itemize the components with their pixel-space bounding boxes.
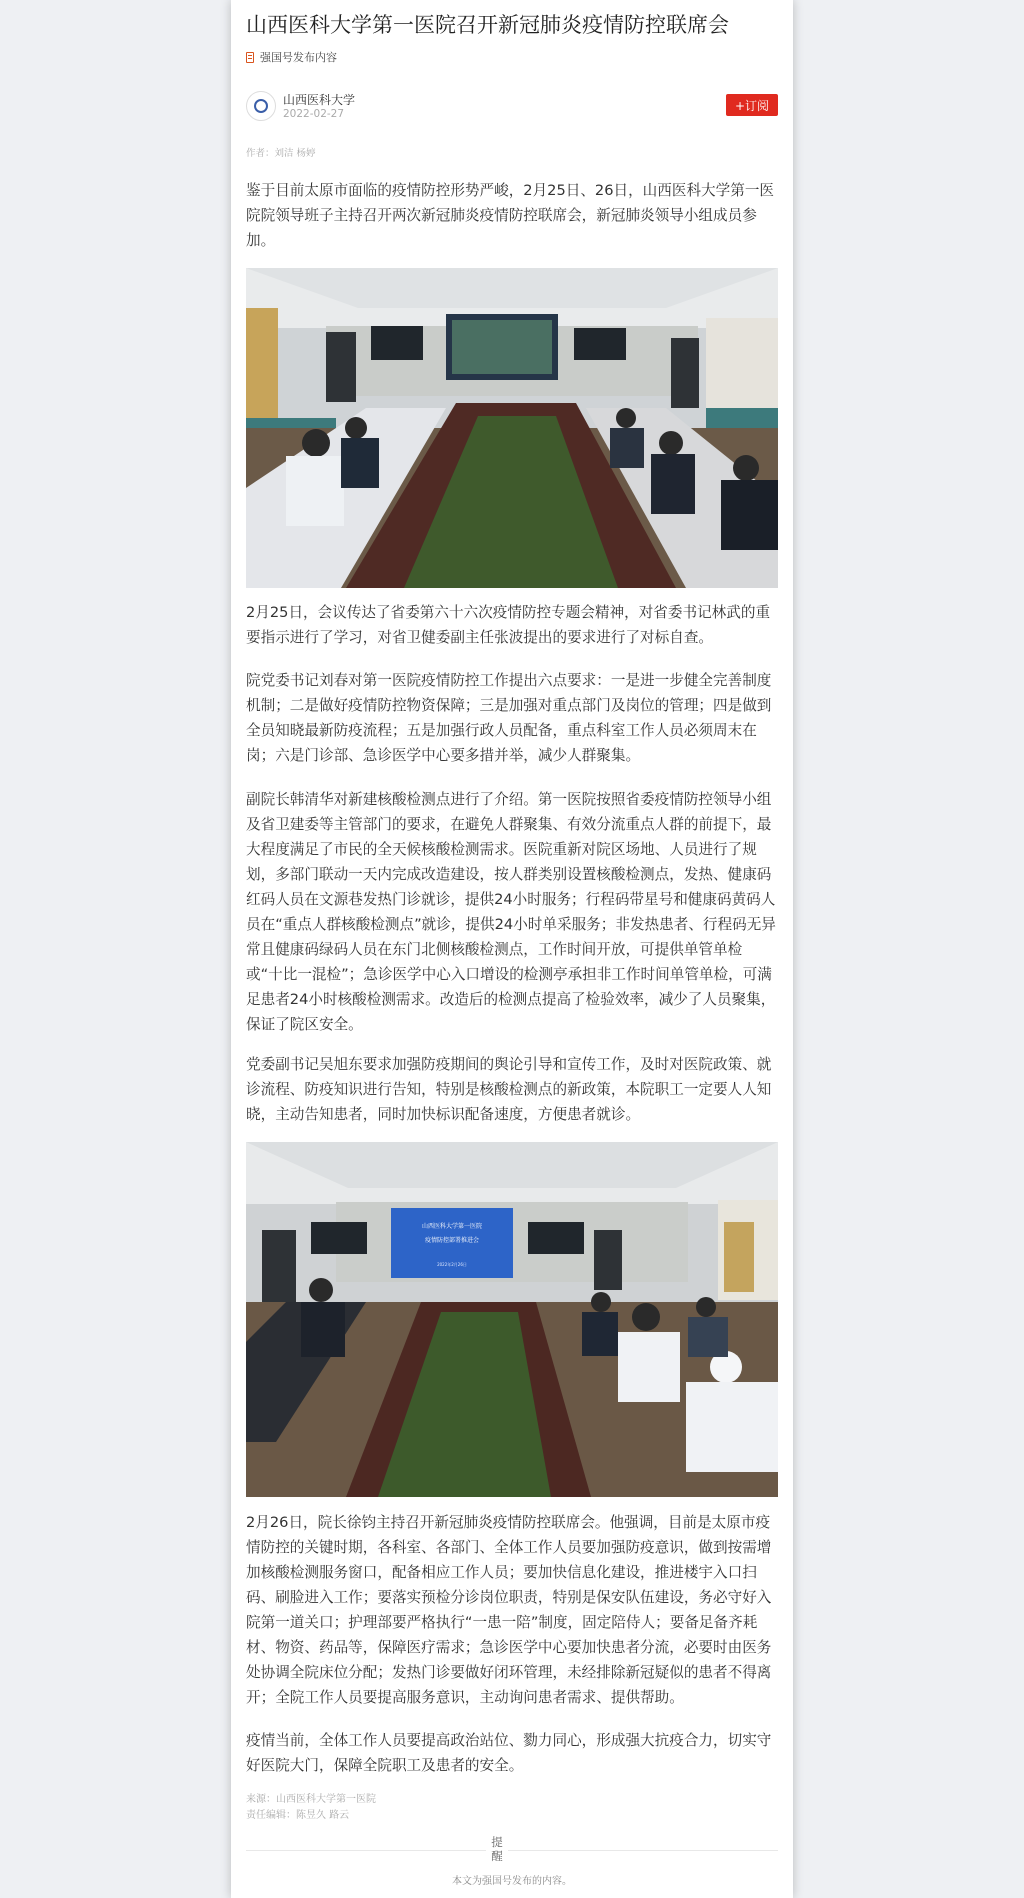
- subscribe-button[interactable]: +订阅: [726, 94, 778, 116]
- hint-divider: [246, 1850, 778, 1851]
- university-logo-icon: [254, 99, 268, 113]
- document-icon: [246, 52, 254, 63]
- meeting-photo-1: [246, 268, 778, 588]
- photo2-screen-line1: 山西医科大学第一医院: [421, 1223, 483, 1230]
- paragraph-5: 党委副书记吴旭东要求加强防疫期间的舆论引导和宣传工作，及时对医院政策、就诊流程、防疫知识进行告知，特别是核酸检测点的新政策，本院职工一定要人人知晓，主动告知患者，同时加快标识配备速度，方便患者就诊。: [246, 1056, 772, 1123]
- article-page: [231, 0, 793, 1898]
- source-tag-label: 强国号发布内容: [260, 51, 337, 64]
- paragraph-1: 鉴于目前太原市面临的疫情防控形势严峻，2月25日、26日，山西医科大学第一医院院领导班子主持召开两次新冠肺炎疫情防控联席会，新冠肺炎领导小组成员参加。: [246, 182, 775, 249]
- source-tag: [246, 49, 337, 65]
- article-title: 山西医科大学第一医院召开新冠肺炎疫情防控联席会: [246, 13, 729, 37]
- publisher-name[interactable]: 山西医科大学: [283, 93, 356, 107]
- photo2-screen-line3: 2022年2月26日: [437, 1262, 467, 1267]
- paragraph-4: 副院长韩清华对新建核酸检测点进行了介绍。第一医院按照省委疫情防控领导小组及省卫建委等主管部门的要求，在避免人群聚集、有效分流重点人群的前提下，最大程度满足了市民的全天候核酸检测需求。医院重新对院区场地、人员进行了规划，多部门联动一天内完成改造建设，按人群类别设置核酸检测点，发热、健康码红码人员在文源巷发热门诊就诊，提供24小时服务；行程码带星号和健康码黄码人员在“重点人群核酸检测点”就诊，提供24小时单采服务；非发热患者、行程码无异常且健康码绿码人员在东门北侧核酸检测点，工作时间开放，可提供单管单检或“十比一混检”；急诊医学中心入口增设的检测亭承担非工作时间单管单检，可满足患者24小时核酸检测需求。改造后的检测点提高了检验效率，减少了人员聚集，保证了院区安全。: [246, 791, 776, 1033]
- hint-text: 本文为强国号发布的内容。: [452, 1876, 572, 1887]
- editor-footer: 责任编辑：陈昱久 路云: [246, 1810, 350, 1821]
- hint-title: 提醒: [486, 1835, 508, 1863]
- source-footer: 来源：山西医科大学第一医院: [246, 1794, 376, 1805]
- publish-date: 2022-02-27: [283, 108, 345, 120]
- paragraph-3: 院党委书记刘春对第一医院疫情防控工作提出六点要求：一是进一步健全完善制度机制；二是做好疫情防控物资保障；三是加强对重点部门及岗位的管理；四是做到全员知晓最新防疫流程；五是加强行政人员配备，重点科室工作人员必须周末在岗；六是门诊部、急诊医学中心要多措并举，减少人群聚集。: [246, 672, 772, 764]
- paragraph-2: 2月25日，会议传达了省委第六十六次疫情防控专题会精神，对省委书记林武的重要指示进行了学习，对省卫健委副主任张波提出的要求进行了对标自查。: [246, 604, 771, 646]
- avatar[interactable]: [246, 91, 276, 121]
- author-row: [246, 90, 778, 124]
- paragraph-6: 2月26日，院长徐钧主持召开新冠肺炎疫情防控联席会。他强调，目前是太原市疫情防控的关键时期，各科室、各部门、全体工作人员要加强防疫意识，做到按需增加核酸检测服务窗口，配备相应工作人员；要加快信息化建设，推进楼宇入口扫码、刷脸进入工作；要落实预检分诊岗位职责，特别是保安队伍建设，务必守好入院第一道关口；护理部要严格执行“一患一陪”制度，固定陪侍人；要备足备齐耗材、物资、药品等，保障医疗需求；急诊医学中心要加快患者分流，必要时由医务处协调全院床位分配；发热门诊要做好闭环管理，未经排除新冠疑似的患者不得离开；全院工作人员要提高服务意识，主动询问患者需求、提供帮助。: [246, 1514, 772, 1706]
- byline: 作者：刘洁 杨婷: [246, 148, 316, 159]
- photo2-screen-line2: 疫情防控部署推进会: [424, 1237, 480, 1244]
- meeting-photo-2: [246, 1142, 778, 1497]
- paragraph-7: 疫情当前，全体工作人员要提高政治站位、勠力同心，形成强大抗疫合力，切实守好医院大门，保障全院职工及患者的安全。: [246, 1732, 772, 1774]
